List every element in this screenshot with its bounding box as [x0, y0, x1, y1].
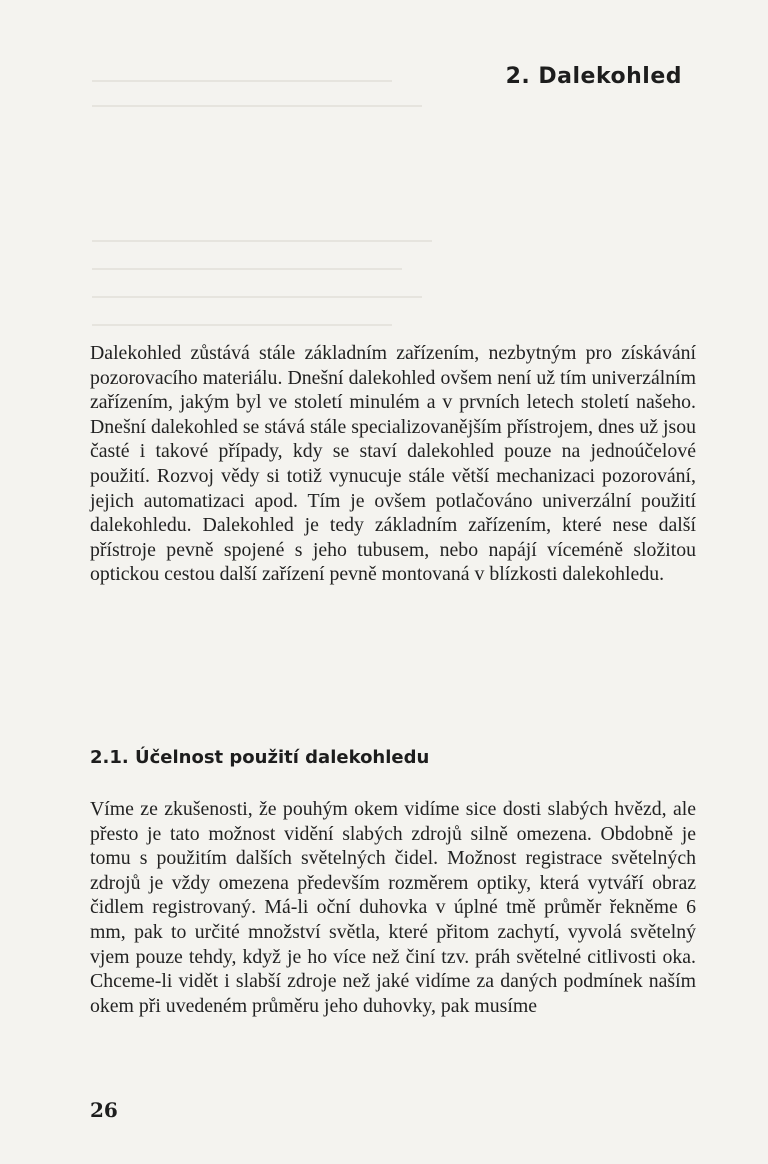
show-through-line	[92, 324, 392, 326]
chapter-title: 2. Dalekohled	[505, 64, 682, 89]
page-number: 26	[90, 1098, 118, 1122]
intro-paragraph: Dalekohled zůstává stále základním zařízením, nezbytným pro získávání pozorovacího materiálu. Dnešní dalekohled ovšem není už tím univerzálním zařízením, jakým byl ve století minulém a v prvních letech století našeho. Dnešní dalekohled se stává stále specializovanějším přístrojem, dnes už jsou časté i takové případy, kdy se staví dalekohled pouze na jednoúčelové použití. Rozvoj vědy si totiž vynucuje stále větší mechanizaci pozorování, jejich automatizaci apod. Tím je ovšem potlačováno univerzální použití dalekohledu. Dalekohled je tedy základním zařízením, které nese další přístroje pevně spojené s jeho tubusem, nebo napájí víceméně složitou optickou cestou další zařízení pevně montovaná v blízkosti dalekohledu.	[90, 342, 696, 586]
show-through-line	[92, 105, 422, 107]
show-through-line	[92, 296, 422, 298]
section-title: 2.1. Účelnost použití dalekohledu	[90, 747, 430, 768]
section-paragraph: Víme ze zkušenosti, že pouhým okem vidíme sice dosti slabých hvězd, ale přesto je tato možnost vidění slabých zdrojů silně omezena. Obdobně je tomu s použitím dalších světelných čidel. Možnost registrace světelných zdrojů je vždy omezena především rozměrem optiky, která vytváří obraz čidlem registrovaný. Má-li oční duhovka v úplné tmě průměr řekněme 6 mm, pak to určité množství světla, které přitom zachytí, vyvolá světelný vjem pouze tehdy, když je ho více než činí tzv. práh světelné citlivosti oka. Chceme-li vidět i slabší zdroje než jaké vidíme za daných podmínek naším okem při uvedeném průměru jeho duhovky, pak musíme	[90, 798, 696, 1017]
show-through-line	[92, 240, 432, 242]
show-through-line	[92, 80, 392, 82]
show-through-line	[92, 268, 402, 270]
